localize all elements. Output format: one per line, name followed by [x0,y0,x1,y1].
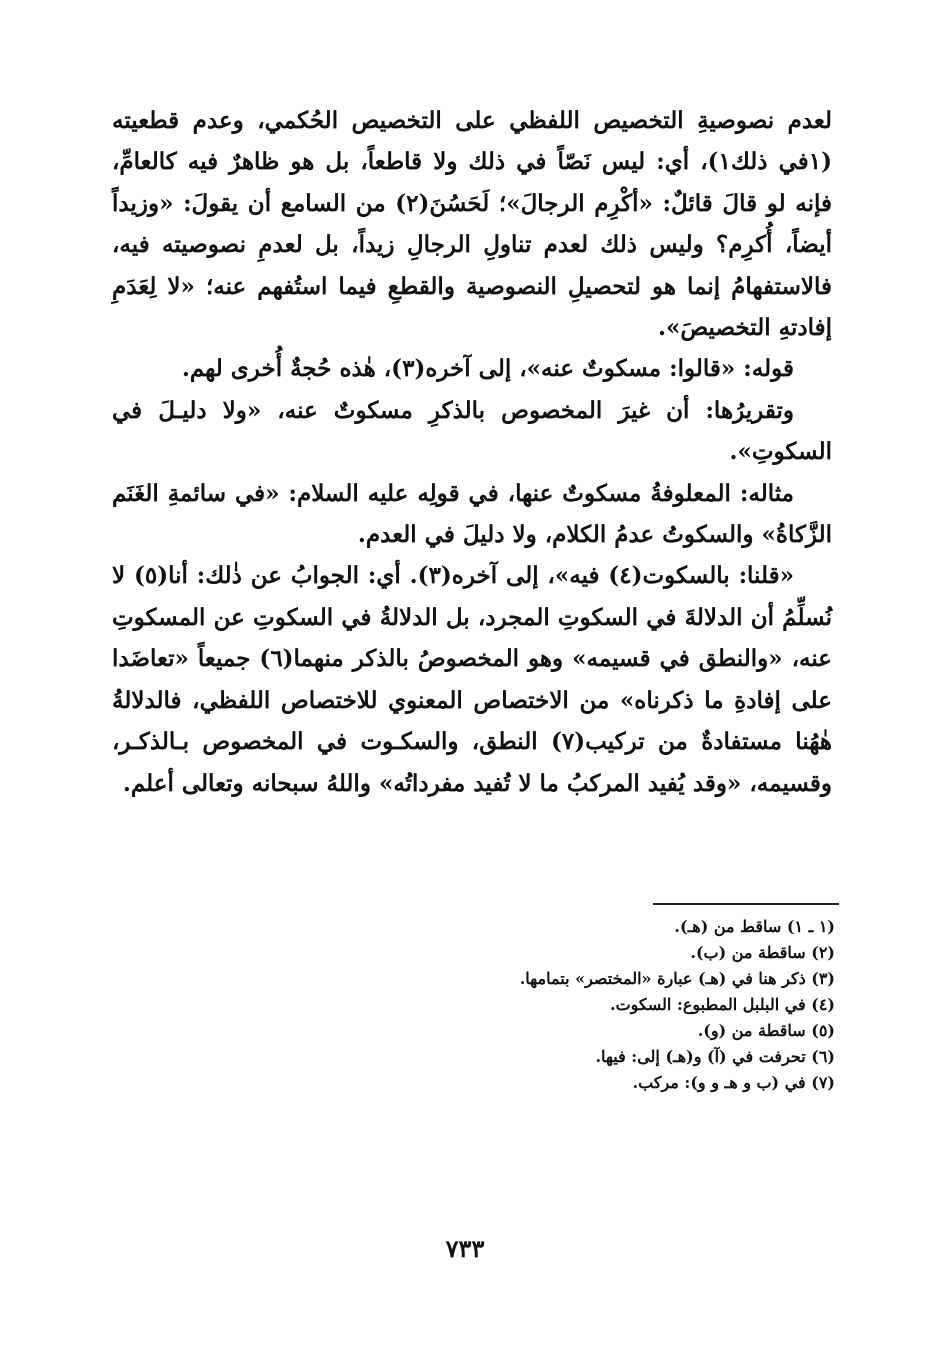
footnote-divider [653,903,839,905]
footnote-6: (٦) تحرفت في (آ) و(هـ) إلى: فيها. [595,1047,835,1066]
paragraph-2: قوله: «قالوا: مسكوتٌ عنه»، إلى آخره(٣)، هٰذه حُجةٌ أُخرى لهم. [181,355,794,383]
footnotes [380,914,835,1096]
footnote-2: (٢) ساقطة من (ب). [690,943,835,962]
footnote-3: (٣) ذكر هنا في (هـ) عبارة «المختصر» بتمامها. [519,969,835,988]
footnote-4: (٤) في البلبل المطبوع: السكوت. [610,995,835,1014]
footnote-7: (٧) في (ب و هـ و و): مركب. [632,1073,835,1092]
paragraph-4: مثاله: المعلوفةُ مسكوتٌ عنها، في قولِه عليه السلام: «في سائمةِ الغَنَم الزَّكاةُ» والسكوتُ عدمُ الكلام، ولا دليلَ في العدم. [112,479,832,549]
footnote-1: (١ ـ ١) ساقط من (هـ). [674,917,835,936]
page-number: ٧٣٣ [445,1234,485,1263]
footnote-5: (٥) ساقطة من (و). [697,1021,835,1040]
paragraph-5: «قلنا: بالسكوت(٤) فيه»، إلى آخره(٣). أي: الجوابُ عن ذٰلك: أنا(٥) لا نُسلِّمُ أن الدلالةَ في السكوتِ المجرد، بل الدلالةُ في السكوتِ عن المسكوتِ عنه، «والنطق في قسيمه» وهو المخصوصُ بالذكر منهما(٦) جميعاً «تعاضَدا على إفادةِ ما ذكرناه» من الاختصاص المعنوي للاختصاص اللفظي، فالدلالةُ هٰهُنا مستفادةٌ من تركيب(٧) النطق، والسكـوت في المخصوص بـالذكـر، وقسيمه، «وقد يُفيد المركبُ ما لا تُفيد مفرداتُه» واللهُ سبحانه وتعالى أعلم. [112,562,833,797]
paragraph-1: لعدم نصوصيةِ التخصيص اللفظي على التخصيص الحُكمي، وعدم قطعيته (١في ذلك١)، أي: ليس نَصّاً في ذلك ولا قاطعاً، بل هو ظاهرٌ فيه كالعامِّ، فإنه لو قالَ قائلٌ: «أكْرِم الرجالَ»؛ لَحَسُنَ(٢) من السامع أن يقولَ: «وزيداً أيضاً، أُكرِم؟ وليس ذلك لعدم تناولِ الرجالِ زيداً، بل لعدمِ نصوصيته فيه، فالاستفهامُ إنما هو لتحصيلِ النصوصية والقطعِ فيما استُفهم عنه؛ «لا لِعَدَمِ إفادتهِ التخصيصَ». [112,107,832,342]
main-text-block [112,100,832,804]
paragraph-3: وتقريرُها: أن غيرَ المخصوص بالذكرِ مسكوتٌ عنه، «ولا دليـلَ في السكوتِ». [112,396,832,466]
